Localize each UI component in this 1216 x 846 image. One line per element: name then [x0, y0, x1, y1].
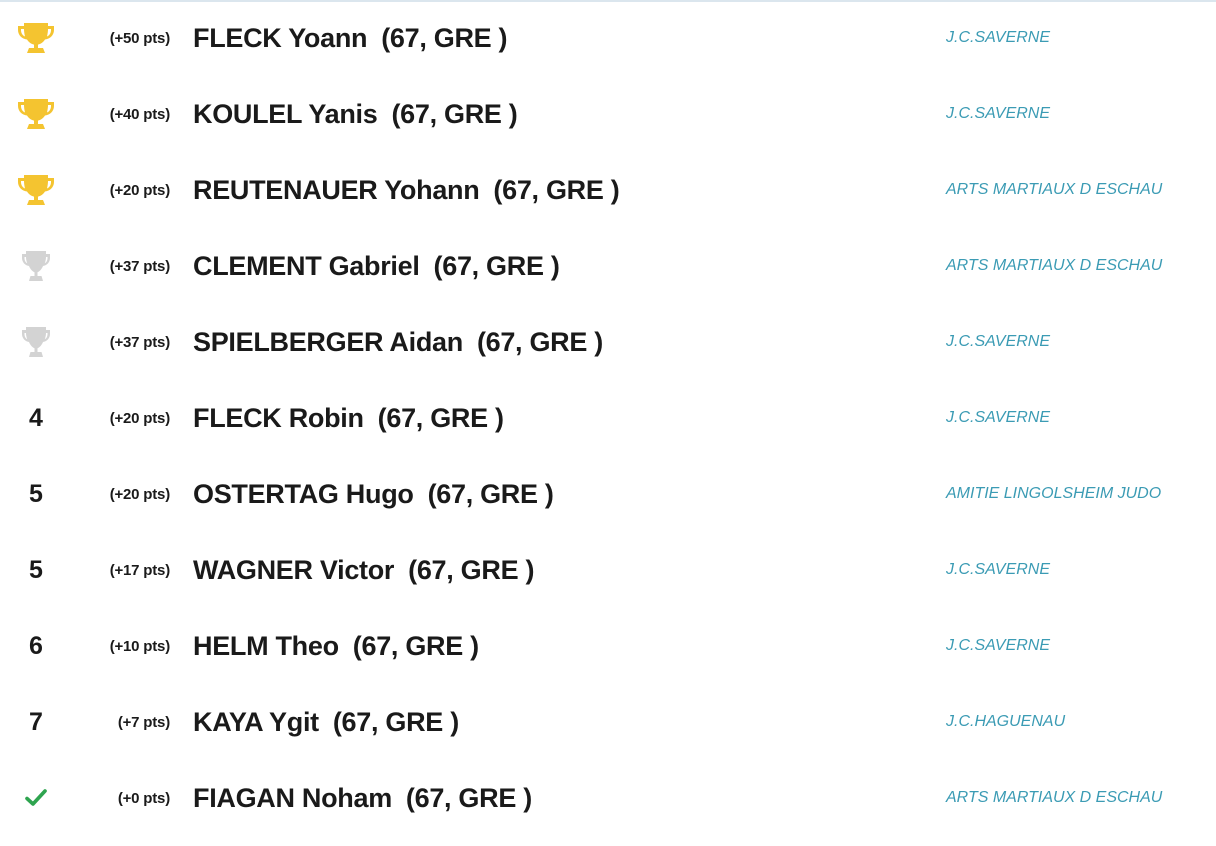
rank-cell [14, 228, 58, 304]
gold-trophy-icon [17, 97, 55, 131]
athlete-name-text: REUTENAUER Yohann [193, 174, 480, 205]
athlete-name [193, 532, 534, 608]
rank-number: 7 [29, 707, 43, 736]
athlete-name [193, 608, 479, 684]
athlete-name [193, 760, 532, 836]
athlete-origin: (67, GRE ) [427, 478, 554, 509]
rank-cell [14, 380, 58, 456]
athlete-name-text: OSTERTAG Hugo [193, 478, 414, 509]
athlete-name-text: KOULEL Yanis [193, 98, 378, 129]
result-row [0, 760, 1216, 836]
points-gained: (+40 pts) [109, 105, 170, 123]
athlete-name [193, 0, 507, 76]
athlete-origin: (67, GRE ) [493, 174, 620, 205]
club-link[interactable]: ARTS MARTIAUX D ESCHAU [946, 181, 1163, 198]
points-gained: (+0 pts) [117, 789, 170, 807]
points-gained: (+20 pts) [109, 409, 170, 427]
gold-trophy-icon [17, 173, 55, 207]
athlete-name [193, 228, 560, 304]
athlete-origin: (67, GRE ) [433, 250, 560, 281]
club-link[interactable]: ARTS MARTIAUX D ESCHAU [946, 789, 1163, 806]
athlete-name-text: CLEMENT Gabriel [193, 250, 420, 281]
athlete-origin: (67, GRE ) [352, 630, 479, 661]
rank-cell [14, 304, 58, 380]
rank-number: 6 [29, 631, 43, 660]
points-gained: (+7 pts) [117, 713, 170, 731]
points-gained: (+20 pts) [109, 485, 170, 503]
rank-cell [14, 684, 58, 760]
rank-cell [14, 76, 58, 152]
rank-number: 5 [29, 555, 43, 584]
rank-cell [14, 532, 58, 608]
check-icon [25, 789, 47, 807]
result-row [0, 456, 1216, 532]
athlete-name [193, 380, 504, 456]
club-link[interactable]: J.C.HAGUENAU [946, 713, 1066, 730]
points-gained: (+10 pts) [109, 637, 170, 655]
points-gained: (+37 pts) [109, 257, 170, 275]
result-row [0, 380, 1216, 456]
rank-cell [14, 608, 58, 684]
athlete-name-text: FIAGAN Noham [193, 782, 392, 813]
rank-number: 5 [29, 479, 43, 508]
club-link[interactable]: J.C.SAVERNE [946, 637, 1051, 654]
club-link[interactable]: J.C.SAVERNE [946, 561, 1051, 578]
athlete-origin: (67, GRE ) [408, 554, 535, 585]
result-row [0, 684, 1216, 760]
club-link[interactable]: J.C.SAVERNE [946, 105, 1051, 122]
points-gained: (+37 pts) [109, 333, 170, 351]
result-row [0, 152, 1216, 228]
athlete-origin: (67, GRE ) [381, 22, 508, 53]
athlete-name-text: KAYA Ygit [193, 706, 319, 737]
silver-trophy-icon [21, 249, 51, 283]
athlete-name [193, 684, 459, 760]
athlete-name-text: HELM Theo [193, 630, 339, 661]
club-link[interactable]: J.C.SAVERNE [946, 29, 1051, 46]
points-gained: (+50 pts) [109, 29, 170, 47]
club-link[interactable]: J.C.SAVERNE [946, 333, 1051, 350]
rank-cell [14, 456, 58, 532]
athlete-name-text: FLECK Robin [193, 402, 364, 433]
club-link[interactable]: AMITIE LINGOLSHEIM JUDO [946, 485, 1162, 502]
gold-trophy-icon [17, 21, 55, 55]
points-gained: (+20 pts) [109, 181, 170, 199]
rank-number: 4 [29, 403, 43, 432]
club-link[interactable]: ARTS MARTIAUX D ESCHAU [946, 257, 1163, 274]
points-gained: (+17 pts) [109, 561, 170, 579]
club-link[interactable]: J.C.SAVERNE [946, 409, 1051, 426]
rank-cell [14, 760, 58, 836]
athlete-name [193, 456, 554, 532]
athlete-origin: (67, GRE ) [377, 402, 504, 433]
athlete-name-text: FLECK Yoann [193, 22, 368, 53]
athlete-name-text: SPIELBERGER Aidan [193, 326, 463, 357]
athlete-name [193, 304, 603, 380]
result-row [0, 532, 1216, 608]
rank-cell [14, 0, 58, 76]
athlete-name-text: WAGNER Victor [193, 554, 395, 585]
athlete-name [193, 76, 518, 152]
athlete-origin: (67, GRE ) [476, 326, 603, 357]
athlete-origin: (67, GRE ) [332, 706, 459, 737]
silver-trophy-icon [21, 325, 51, 359]
result-row [0, 228, 1216, 304]
result-row [0, 608, 1216, 684]
athlete-origin: (67, GRE ) [405, 782, 532, 813]
result-row [0, 304, 1216, 380]
result-row [0, 76, 1216, 152]
result-row [0, 0, 1216, 76]
athlete-name [193, 152, 619, 228]
athlete-origin: (67, GRE ) [391, 98, 518, 129]
rank-cell [14, 152, 58, 228]
